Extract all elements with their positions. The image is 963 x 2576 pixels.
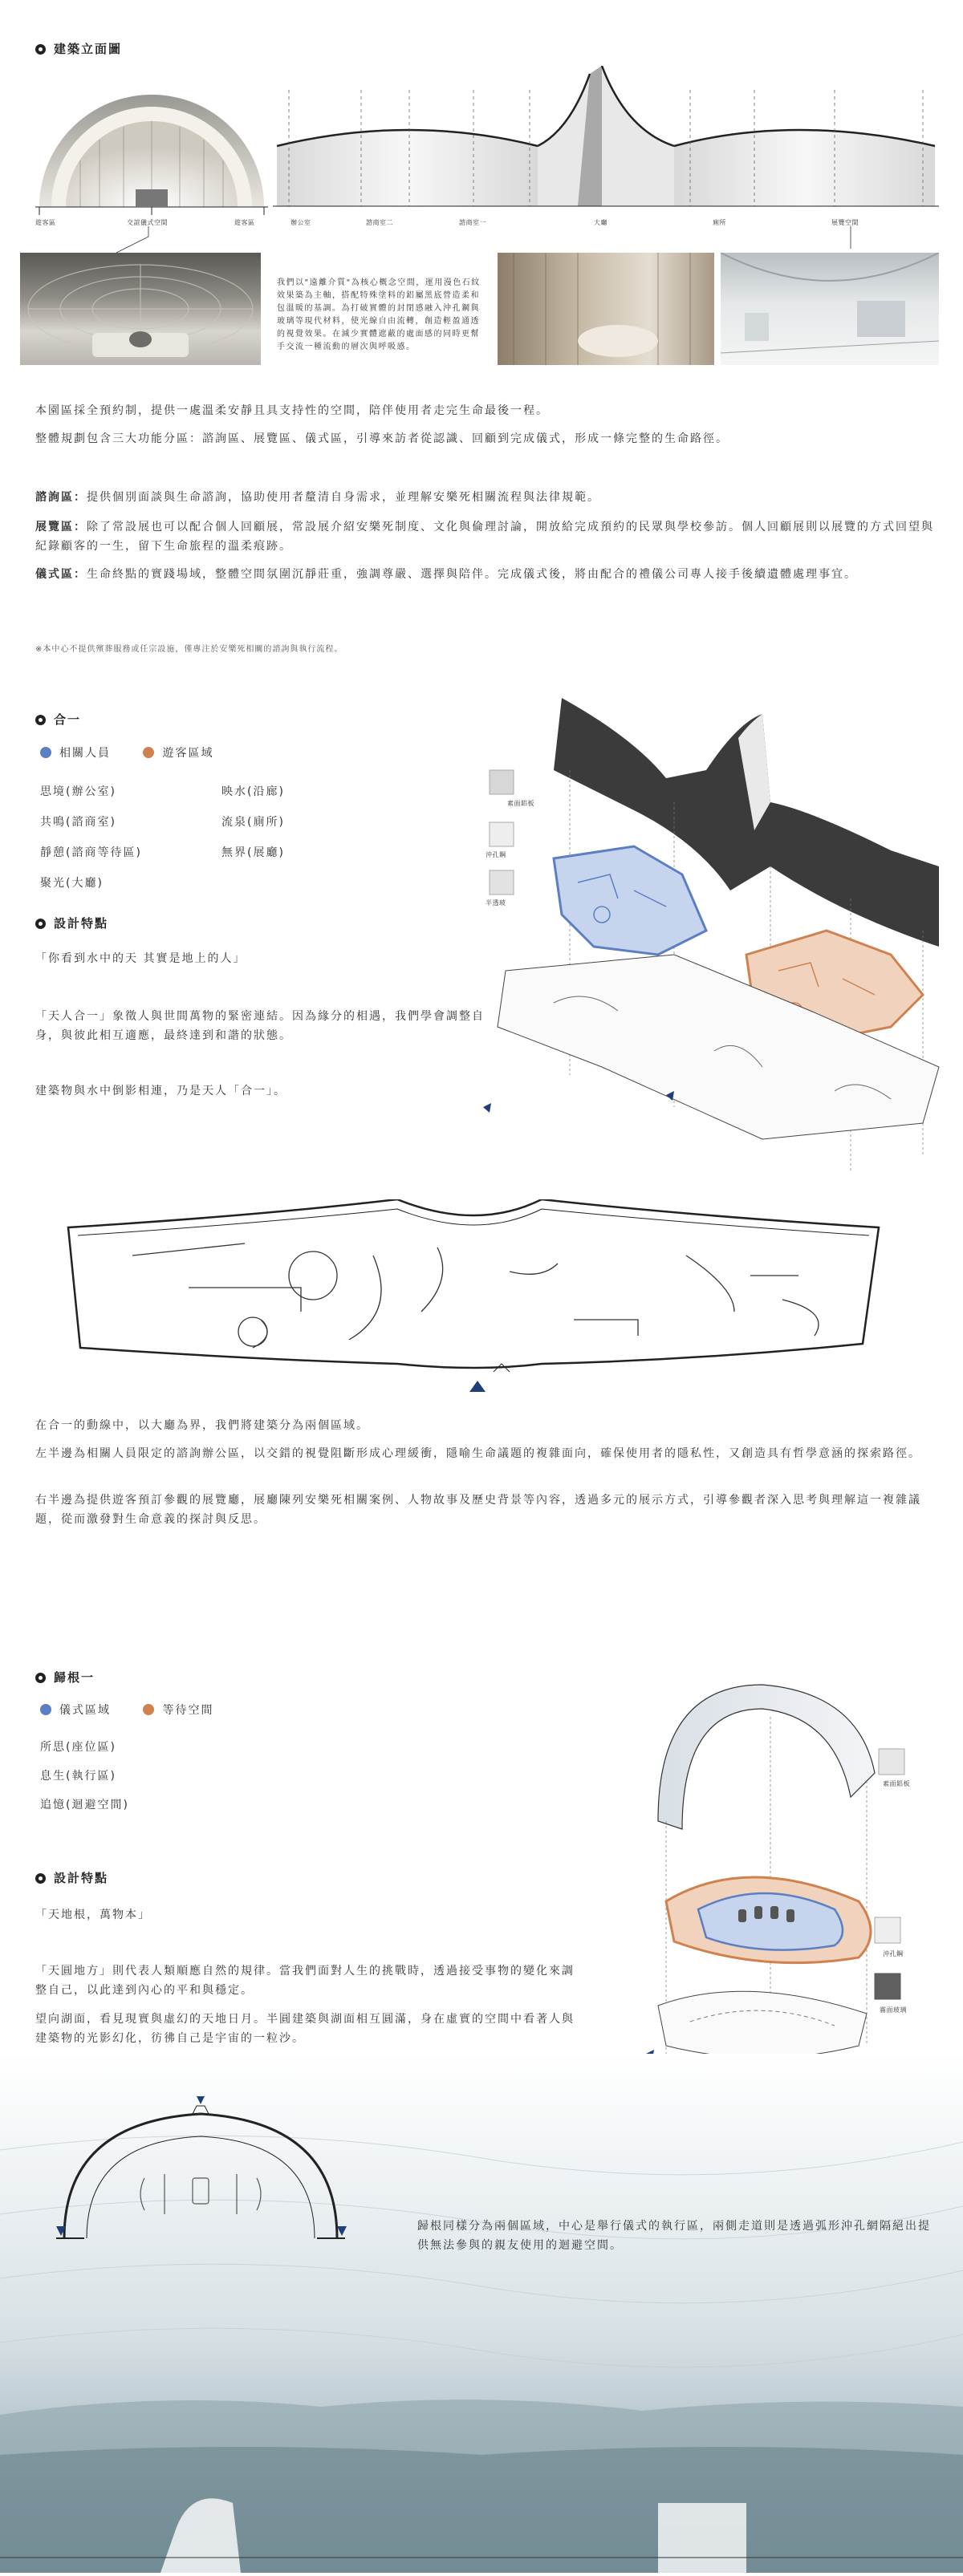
- section2-design-heading: 設計特點: [35, 1869, 108, 1886]
- wave-label-2: 諮商室二: [366, 219, 393, 226]
- intro-note: ※本中心不提供殯葬服務或任宗設施，僅專注於安樂死相關的諮詢與執行流程。: [35, 645, 343, 654]
- zone-ceremony: 儀式區：生命終點的實踐場域，整體空間氛圍沉靜莊重，強調尊嚴、選擇與陪伴。完成儀式後，將由配合的禮儀公司專人接手後續遺體處理事宜。: [35, 568, 857, 581]
- wave-label-4: 大廳: [594, 219, 607, 226]
- material-label-perforated-2: 沖孔鋼: [883, 1950, 904, 1957]
- section2-heading: 歸根一: [35, 1669, 95, 1686]
- legend-dot-blue: [40, 1704, 51, 1715]
- wave-label-1: 辦公室: [291, 219, 311, 226]
- intro-paragraph-1: 本園區採全預約制，提供一處溫柔安靜且具支持性的空間，陪伴使用者走完生命最後一程。: [35, 404, 549, 417]
- render-photo-gallery: [721, 253, 939, 365]
- material-label-aluminum: 素面鋁板: [507, 800, 534, 807]
- axonometric-guigen: [642, 1669, 947, 2118]
- render-photo-ceremony: [20, 253, 261, 365]
- plan2-paragraph: 歸根同樣分為兩個區域，中心是舉行儀式的執行區，兩側走道則是透過弧形沖孔網隔絕出提供無法參與的親友使用的迴避空間。: [417, 2220, 931, 2252]
- plan1-paragraph-3: 右半邊為提供遊客預訂參觀的展覽廳，展廳陳列安樂死相關案例、人物故事及歷史背景等內容，透過多元的展示方式，引導參觀者深入思考與理解這一複雜議題，從而激發對生命意義的探討與反思。: [35, 1494, 921, 1526]
- dome-elevation: [35, 87, 268, 215]
- bullet-icon: [35, 715, 46, 725]
- material-label-perforated: 沖孔鋼: [486, 851, 506, 858]
- zone-consult: 諮詢區：提供個別面談與生命諮詢，協助使用者釐清自身需求，並理解安樂死相關流程與法律規範。: [35, 491, 600, 504]
- section2-legend: 儀式區域 等待空間: [40, 1701, 213, 1720]
- section1-design-heading: 設計特點: [35, 915, 108, 931]
- bullet-icon: [35, 44, 46, 55]
- material-label-glass: 半透玻: [486, 899, 506, 907]
- wave-label-5: 廁所: [713, 219, 726, 226]
- floorplan-heyi: [60, 1199, 887, 1412]
- section2-paragraph-2: 望向湖面，看見現實與虛幻的天地日月。半圓建築與湖面相互圓滿，身在虛實的空間中看著人與建築物的光影幻化，彷彿自己是宇宙的一粒沙。: [35, 2013, 575, 2045]
- dome-label-1: 遊客區: [35, 219, 56, 226]
- material-label-aluminum-2: 素面鋁板: [883, 1780, 910, 1787]
- bullet-icon: [35, 919, 46, 929]
- section1-rooms-left: 思境(辦公室) 共鳴(諮商室) 靜憩(諮商等待區) 聚光(大廳): [40, 785, 142, 890]
- section1-legend: 相關人員 遊客區域: [40, 744, 213, 763]
- bullet-icon: [35, 1873, 46, 1884]
- section2-quote: 「天地根，萬物本」: [35, 1909, 151, 1921]
- render-photo-lounge: [498, 253, 714, 365]
- plan1-paragraph-2: 左半邊為相關人員限定的諮詢辦公區，以交錯的視覺阻斷形成心理緩衝，隱喻生命議題的複雜面向，確保使用者的隱私性，又創造具有哲學意涵的探索路徑。: [35, 1447, 921, 1460]
- wave-label-6: 展覽空間: [831, 219, 859, 226]
- dome-label-2: 交誼儀式空間: [127, 219, 168, 226]
- elevation-caption: 我們以"遠離介質"為核心概念空間，運用漫色石紋效果築為主軸，搭配特殊塗料的鋁屬黑底營造柔和包溫暖的基調。為打破實體的封閉感融入沖孔鋼與玻璃等現代材料，使光線自由流轉，創造輕盈通透的視覺效果。在減少實體遮蔽的處面感的同時更幫手交流一種流動的層次與呼吸感。: [277, 278, 481, 351]
- section1-heading: 合一: [35, 711, 81, 728]
- section2-rooms: 所思(座位區) 息生(執行區) 追憶(迴避空間): [40, 1741, 129, 1811]
- legend-dot-blue: [40, 747, 51, 758]
- section1-paragraph-2: 建築物與水中倒影相連，乃是天人「合一」。: [35, 1085, 286, 1097]
- leader-lines: [0, 217, 963, 257]
- legend-dot-orange: [143, 1704, 154, 1715]
- plan1-paragraph-1: 在合一的動線中，以大廳為界，我們將建築分為兩個區域。: [35, 1419, 369, 1432]
- bullet-icon: [35, 1673, 46, 1683]
- section1-quote: 「你看到水中的天 其實是地上的人」: [35, 952, 246, 965]
- floorplan-guigen: [48, 2090, 353, 2250]
- section2-paragraph-1: 「天圓地方」則代表人類順應自然的規律。當我們面對人生的挑戰時，透過接受事物的變化來調整自己，以此達到內心的平和與穩定。: [35, 1965, 575, 1997]
- section1-paragraph-1: 「天人合一」象徵人與世間萬物的緊密連結。因為緣分的相遇，我們學會調整自身，與彼此相互適應，最終達到和諧的狀態。: [35, 1010, 485, 1042]
- section1-rooms-right: 映水(沿廊) 流泉(廁所) 無界(展廳): [221, 785, 285, 859]
- wave-elevation: [273, 66, 939, 218]
- zone-exhibit: 展覽區：除了常設展也可以配合個人回顧展，常設展介紹安樂死制度、文化與倫理討論，開放給完成預約的民眾與學校參訪。個人回顧展則以展覽的方式回望與紀錄顧客的一生，留下生命旅程的溫柔痕跡。: [35, 521, 934, 553]
- intro-paragraph-2: 整體規劃包含三大功能分區：諮詢區、展覽區、儀式區，引導來訪者從認識、回顧到完成儀式，形成一條完整的生命路徑。: [35, 432, 729, 445]
- material-label-frosted-glass: 霧面玻璃: [880, 2006, 907, 2014]
- legend-dot-orange: [143, 747, 154, 758]
- elevation-heading: 建築立面圖: [35, 40, 122, 57]
- axonometric-heyi: [473, 690, 947, 1187]
- wave-label-3: 諮商室一: [459, 219, 486, 226]
- dome-label-3: 遊客區: [234, 219, 255, 226]
